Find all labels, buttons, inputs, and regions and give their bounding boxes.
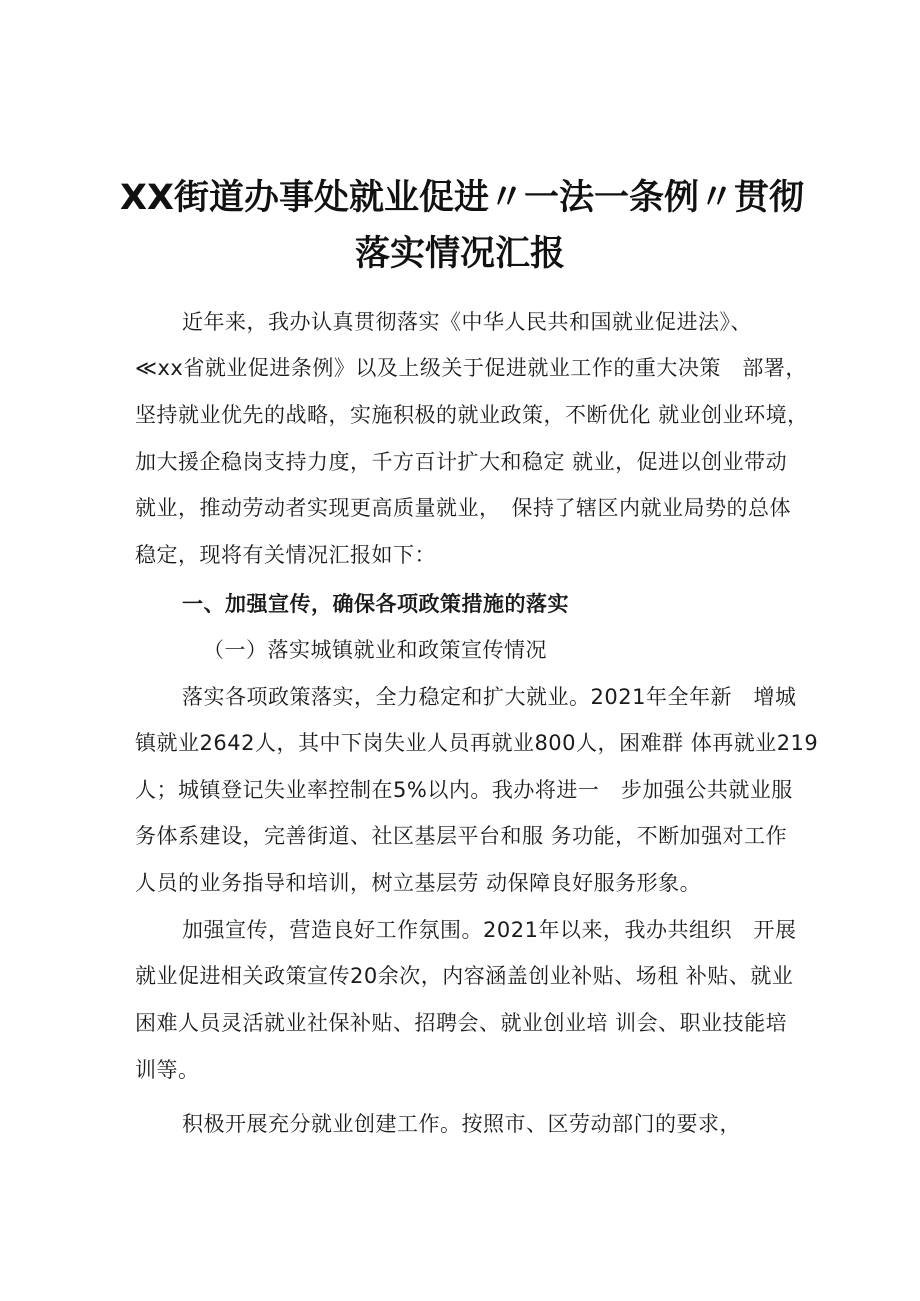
document-title-line-2: 落实情况汇报 <box>354 234 565 274</box>
intro-line: ≪xx省就业促进条例》以及上级关于促进就业工作的重大决策 部署， <box>135 356 807 380</box>
intro-line: 稳定，现将有关情况汇报如下： <box>135 543 436 567</box>
subsection-heading: （一）落实城镇就业和政策宣传情况 <box>203 638 547 662</box>
intro-line: 就业，推动劳动者实现更高质量就业， 保持了辖区内就业局势的总体 <box>135 496 791 520</box>
paragraph-line: 积极开展充分就业创建工作。按照市、区劳动部门的要求， <box>182 1112 741 1136</box>
document-title-line-1: XX街道办事处就业促进〃一法一条例〃贯彻 <box>120 178 804 218</box>
paragraph-line: 人员的业务指导和培训，树立基层劳 动保障良好服务形象。 <box>135 871 702 895</box>
paragraph-line: 人；城镇登记失业率控制在5%以内。我办将进一 步加强公共就业服 <box>135 778 793 802</box>
paragraph-line: 就业促进相关政策宣传20余次，内容涵盖创业补贴、场租 补贴、就业 <box>135 964 794 988</box>
paragraph-line: 加强宣传，营造良好工作氛围。2021年以来，我办共组织 开展 <box>182 918 797 942</box>
intro-line: 坚持就业优先的战略，实施积极的就业政策，不断优化 就业创业环境， <box>135 403 809 427</box>
paragraph-line: 落实各项政策落实，全力稳定和扩大就业。2021年全年新 增城 <box>182 685 797 709</box>
intro-line: 近年来，我办认真贯彻落实《中华人民共和国就业促进法》、 <box>182 310 752 334</box>
paragraph-line: 训等。 <box>135 1058 200 1082</box>
intro-line: 加大援企稳岗支持力度，千方百计扩大和稳定 就业，促进以创业带动 <box>135 450 788 474</box>
paragraph-line: 务体系建设，完善街道、社区基层平台和服 务功能，不断加强对工作 <box>135 824 788 848</box>
section-heading: 一、加强宣传，确保各项政策措施的落实 <box>182 592 569 616</box>
paragraph-line: 困难人员灵活就业社保补贴、招聘会、就业创业培 训会、职业技能培 <box>135 1011 788 1035</box>
paragraph-line: 镇就业2642人，其中下岗失业人员再就业800人，困难群 体再就业219 <box>135 731 819 755</box>
